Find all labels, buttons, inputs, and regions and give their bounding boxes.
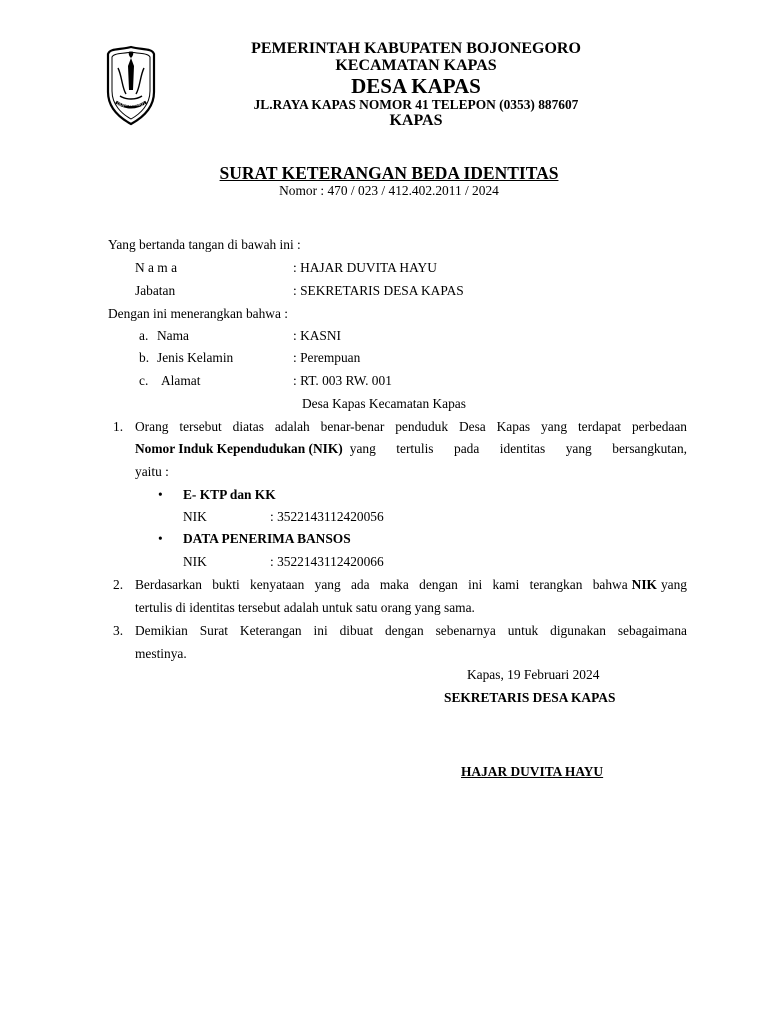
nik-emphasis: Nomor Induk Kependudukan (NIK) — [135, 441, 343, 456]
identity-nik-label: NIK — [183, 509, 207, 524]
subject-marker: c. — [139, 373, 149, 388]
point-1-line-3: yaitu : — [135, 464, 169, 479]
nik-emphasis: NIK — [631, 577, 657, 592]
point-1-line-2-rest: yang tertulis pada identitas yang bersangkutan, — [349, 441, 687, 456]
letterhead-city: KAPAS — [389, 112, 443, 129]
point-1-line-1: Orang tersebut diatas adalah benar-benar penduduk Desa Kapas yang terdapat perbedaan — [135, 419, 687, 434]
letterhead-village: DESA KAPAS — [351, 74, 481, 98]
point-3-number: 3. — [113, 623, 124, 638]
regency-emblem-logo — [106, 44, 156, 126]
point-3-line-2: mestinya. — [135, 646, 187, 661]
point-2-line-1-tail: yang — [660, 577, 687, 592]
subject-marker: a. — [139, 328, 149, 343]
signatory-position-label: Jabatan — [135, 283, 176, 298]
point-2-line-1 — [135, 577, 687, 593]
subject-marker: b. — [139, 350, 150, 365]
place-date: Kapas, 19 Februari 2024 — [467, 667, 600, 682]
bullet-icon: • — [158, 531, 163, 546]
identity-title: E- KTP dan KK — [183, 487, 276, 502]
point-1-number: 1. — [113, 419, 124, 434]
signatory-position: SEKRETARIS DESA KAPAS — [444, 690, 616, 705]
subject-address-line2: Desa Kapas Kecamatan Kapas — [302, 396, 466, 411]
signatory-name: HAJAR DUVITA HAYU — [461, 764, 604, 779]
identity-title: DATA PENERIMA BANSOS — [183, 531, 351, 546]
logo-text: BOJONEGORO — [117, 102, 145, 107]
point-1-line-2 — [135, 441, 687, 457]
signatory-intro: Yang bertanda tangan di bawah ini : — [108, 237, 301, 252]
subject-intro: Dengan ini menerangkan bahwa : — [108, 306, 288, 321]
identity-nik-value: : 3522143112420056 — [270, 509, 384, 524]
letterhead-address: JL.RAYA KAPAS NOMOR 41 TELEPON (0353) 887607 — [253, 97, 579, 112]
subject-address-value: : RT. 003 RW. 001 — [293, 373, 392, 388]
point-2-number: 2. — [113, 577, 124, 592]
point-2-line-2: tertulis di identitas tersebut adalah untuk satu orang yang sama. — [135, 600, 475, 615]
signatory-name-label: N a m a — [135, 260, 178, 275]
document-number: Nomor : 470 / 023 / 412.402.2011 / 2024 — [279, 183, 499, 198]
signatory-name-value: : HAJAR DUVITA HAYU — [293, 260, 437, 275]
identity-nik-label: NIK — [183, 554, 207, 569]
bullet-icon: • — [158, 487, 163, 502]
identity-nik-value: : 3522143112420066 — [270, 554, 384, 569]
subject-gender-label: Jenis Kelamin — [157, 350, 234, 365]
subject-address-label: Alamat — [161, 373, 201, 388]
point-3-line-1: Demikian Surat Keterangan ini dibuat dengan sebenarnya untuk digunakan sebagaimana — [135, 623, 687, 638]
letterhead-government: PEMERINTAH KABUPATEN BOJONEGORO — [251, 40, 581, 57]
signatory-position-value: : SEKRETARIS DESA KAPAS — [293, 283, 464, 298]
subject-name-label: Nama — [157, 328, 189, 343]
letterhead-district: KECAMATAN KAPAS — [335, 57, 497, 74]
document-title: SURAT KETERANGAN BEDA IDENTITAS — [219, 163, 559, 183]
subject-gender-value: : Perempuan — [293, 350, 361, 365]
subject-name-value: : KASNI — [293, 328, 341, 343]
point-2-line-1-text: Berdasarkan bukti kenyataan yang ada maka dengan ini kami terangkan bahwa — [135, 577, 628, 592]
